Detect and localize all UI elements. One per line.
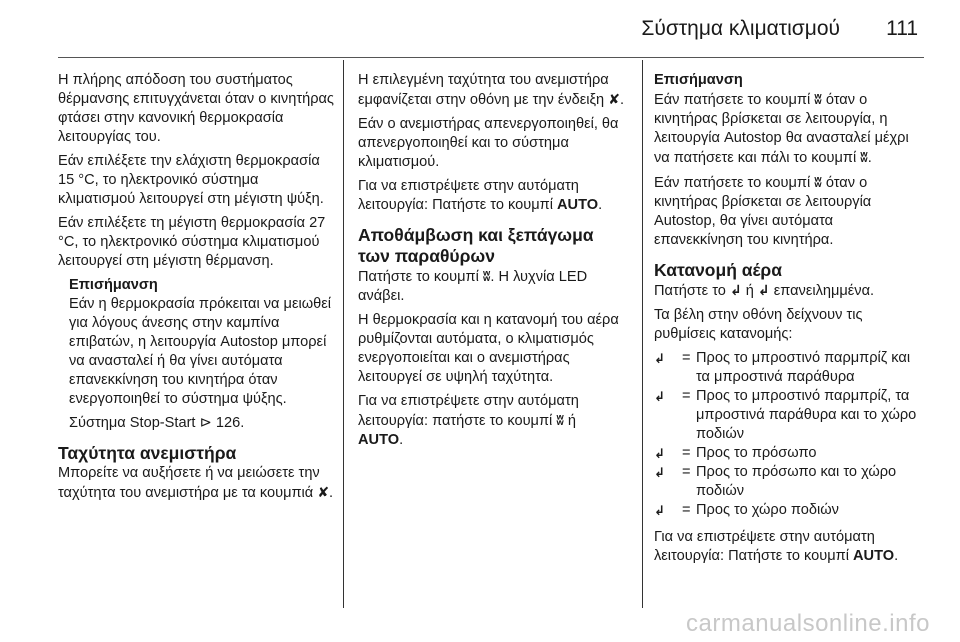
face-icon: ↲ [654, 446, 665, 461]
fan-off-paragraph: Εάν ο ανεμιστήρας απενεργοποιηθεί, θα απενεργοποιηθεί και το σύστημα κλιματισμού. [358, 116, 619, 170]
footwell-icon: ↲ [654, 503, 665, 518]
note-title: Επισήμανση [654, 72, 743, 88]
defrost-auto-paragraph: Η θερμοκρασία και η κατανομή του αέρα ρυθμίζονται αυτόματα, ο κλιματισμός ενεργοποιείται και ο ανεμιστήρας λειτουργεί σε υψηλή ταχύτητα. [358, 312, 619, 385]
column-divider-1 [343, 60, 344, 608]
defrost-icon: ʬ [482, 268, 491, 284]
page-header [0, 0, 960, 60]
fan-icon: ✘ [608, 91, 620, 107]
fan-display-paragraph: Η επιλεγμένη ταχύτητα του ανεμιστήρα εμφανίζεται στην οθόνη με την ένδειξη ✘. [358, 72, 625, 108]
defrost-paragraph: Πατήστε το κουμπί ʬ. Η λυχνία LED ανάβει. [358, 268, 588, 304]
distribution-list [654, 349, 926, 520]
autostop-note-2: Εάν πατήσετε το κουμπί ʬ όταν ο κινητήρας βρίσκεται σε λειτουργία Autostop, θα γίνει αυτόματα επανεκκίνηση του κινητήρα. [654, 174, 872, 248]
list-item: ↲ = Προς το μπροστινό παρμπρίζ, τα μπροστινά παράθυρα και το χώρο ποδιών [654, 388, 917, 442]
max-temp-paragraph: Εάν επιλέξετε τη μέγιστη θερμοκρασία 27 °C, το ηλεκτρονικό σύστημα κλιματισμού λειτουργεί στη μέγιστη θέρμανση. [58, 215, 326, 269]
auto-label: AUTO [557, 197, 599, 213]
windshield-windows-icon: ↲ [654, 351, 665, 366]
fan-icon: ✘ [317, 484, 330, 500]
page-title: Σύστημα κλιματισμού [641, 17, 840, 40]
air-distribution-paragraph: Πατήστε το ↲ ή ↲ επανειλημμένα. [654, 282, 875, 299]
column-3 [654, 71, 926, 571]
auto-return-paragraph: Για να επιστρέψετε στην αυτόματη λειτουργία: Πατήστε το κουμπί AUTO. [358, 178, 603, 213]
column-1 [58, 71, 336, 508]
defrost-return-paragraph: Για να επιστρέψετε στην αυτόματη λειτουργία: πατήστε το κουμπί ʬ ή AUTO. [358, 393, 579, 448]
distribution-right-icon: ↲ [757, 282, 770, 298]
note-title: Επισήμανση [69, 277, 158, 293]
note-block [69, 276, 336, 433]
reference-page: 126. [215, 415, 245, 431]
heating-paragraph: Η πλήρης απόδοση του συστήματος θέρμανσης επιτυγχάνεται όταν ο κινητήρας φτάσει στην κανονική θερμοκρασία λειτουργίας του. [58, 72, 334, 145]
min-temp-paragraph: Εάν επιλέξετε την ελάχιστη θερμοκρασία 15 °C, το ηλεκτρονικό σύστημα κλιματισμού λειτουργεί στη μέγιστη ψύξη. [58, 153, 324, 207]
auto-label: AUTO [853, 548, 895, 564]
face-footwell-icon: ↲ [654, 465, 665, 480]
column-divider-2 [642, 60, 643, 608]
auto-return-paragraph: Για να επιστρέψετε στην αυτόματη λειτουργία: Πατήστε το κουμπί AUTO. [654, 529, 899, 564]
air-distribution-heading: Κατανομή αέρα [654, 260, 782, 280]
fan-speed-heading: Ταχύτητα ανεμιστήρα [58, 443, 237, 463]
list-item: ↲ = Προς το πρόσωπο και το χώρο ποδιών [654, 464, 897, 499]
defrost-icon: ʬ [814, 91, 822, 107]
fan-speed-paragraph: Μπορείτε να αυξήσετε ή να μειώσετε την ταχύτητα του ανεμιστήρα με τα κουμπιά ✘. [58, 465, 334, 501]
defrost-icon: ʬ [860, 149, 868, 165]
page-number: 111 [886, 17, 918, 40]
list-item: ↲ = Προς το μπροστινό παρμπρίζ και τα μπροστινά παράθυρα [654, 350, 911, 385]
windshield-footwell-icon: ↲ [654, 389, 665, 404]
header-rule [58, 57, 924, 58]
list-item: ↲ = Προς το χώρο ποδιών [654, 502, 839, 518]
reference-text: Σύστημα Stop-Start [69, 415, 196, 431]
arrows-paragraph: Τα βέλη στην οθόνη δείχνουν τις ρυθμίσεις κατανομής: [654, 307, 863, 342]
defrost-icon: ʬ [556, 412, 564, 428]
note-text: Εάν η θερμοκρασία πρόκειται να μειωθεί για λόγους άνεσης στην καμπίνα επιβατών, η λειτουργία Autostop μπορεί να ανασταλεί ή θα γίνει αυτόματα επανεκκίνηση του κινητήρα όταν ενεργοποιηθεί το σύστημα ψύξης. [69, 296, 331, 407]
autostop-note-1: Εάν πατήσετε το κουμπί ʬ όταν ο κινητήρας βρίσκεται σε λειτουργία, η λειτουργία Autostop θα ανασταλεί μέχρι να πατήσετε και πάλι το κουμπί ʬ. [654, 91, 909, 166]
auto-label: AUTO [358, 432, 400, 448]
defrost-heading: Αποθάμβωση και ξεπάγωμα των παραθύρων [358, 225, 594, 266]
reference-arrow-icon: ⊳ [199, 415, 212, 431]
cross-reference [69, 414, 336, 433]
distribution-left-icon: ↲ [729, 282, 742, 298]
defrost-icon: ʬ [814, 174, 822, 190]
column-2 [358, 71, 628, 455]
list-item: ↲ = Προς το πρόσωπο [654, 445, 817, 461]
watermark: carmanualsonline.info [686, 610, 930, 637]
